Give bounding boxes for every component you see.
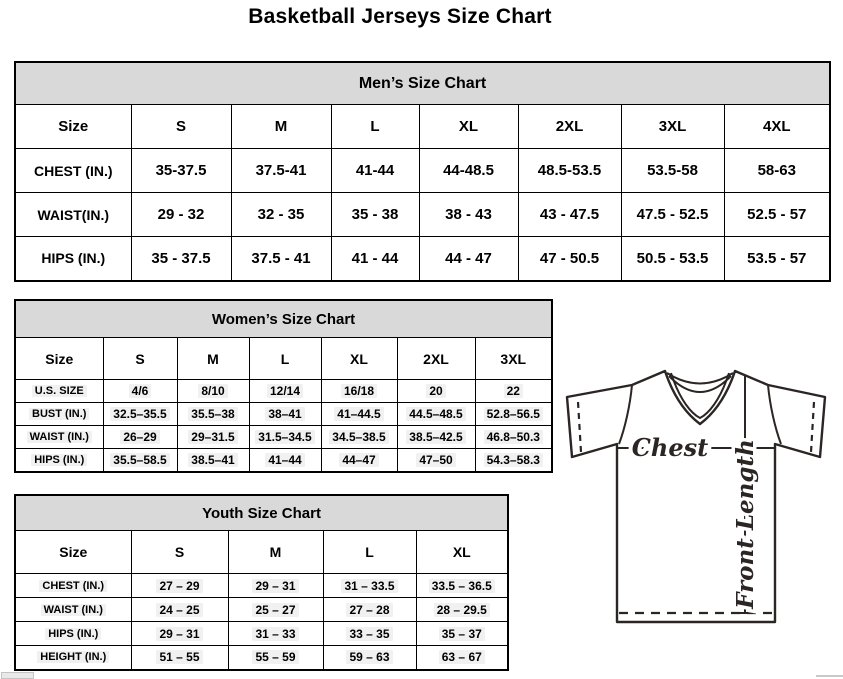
- value-cell: [249, 403, 321, 426]
- value-text: 22: [504, 384, 523, 398]
- value-text: 38.5–41: [188, 453, 237, 467]
- value-cell: 52.5 - 57: [724, 193, 830, 237]
- youth-size-table: [14, 494, 509, 671]
- value-text: 52.8–56.5: [484, 407, 543, 421]
- column-header-cell: M: [231, 105, 331, 149]
- value-cell: 48.5-53.5: [518, 149, 621, 193]
- value-text: 59 – 63: [346, 650, 392, 664]
- value-text: 29–31.5: [188, 430, 237, 444]
- value-text: 38–41: [265, 407, 304, 421]
- value-text: CHEST (IN.): [39, 580, 107, 592]
- row-label-cell: CHEST (IN.): [15, 149, 131, 193]
- value-cell: 47 - 50.5: [518, 237, 621, 281]
- value-cell: [321, 449, 397, 472]
- value-text: WAIST (IN.): [27, 431, 92, 443]
- table-row: [15, 449, 552, 472]
- value-cell: [131, 646, 228, 670]
- value-text: 32.5–35.5: [110, 407, 169, 421]
- value-cell: [249, 426, 321, 449]
- womens-size-table: [14, 299, 553, 473]
- value-text: 55 – 59: [252, 650, 298, 664]
- table-title-row: [15, 300, 552, 338]
- value-cell: 58-63: [724, 149, 830, 193]
- column-header-cell: XL: [416, 531, 508, 574]
- table-row: [15, 193, 830, 237]
- corner-artifact-right: [816, 675, 843, 677]
- value-cell: [416, 646, 508, 670]
- corner-artifact-left: [1, 672, 34, 679]
- column-header-cell: 2XL: [397, 338, 475, 380]
- value-text: 35.5–58.5: [110, 453, 169, 467]
- table-row: [15, 426, 552, 449]
- value-cell: [131, 598, 228, 622]
- value-cell: [475, 380, 552, 403]
- value-cell: [103, 403, 177, 426]
- row-label-cell: [15, 598, 131, 622]
- value-text: 41–44: [265, 453, 304, 467]
- row-label-cell: HIPS (IN.): [15, 237, 131, 281]
- value-cell: 41-44: [331, 149, 419, 193]
- value-cell: 35-37.5: [131, 149, 231, 193]
- value-text: 44–47: [339, 453, 378, 467]
- value-text: 35.5–38: [188, 407, 237, 421]
- value-cell: [397, 426, 475, 449]
- value-cell: [416, 598, 508, 622]
- value-cell: [321, 380, 397, 403]
- value-cell: [249, 449, 321, 472]
- value-cell: [323, 646, 416, 670]
- value-cell: 44-48.5: [419, 149, 518, 193]
- value-cell: 32 - 35: [231, 193, 331, 237]
- front-length-label: Front Length: [732, 439, 759, 609]
- value-cell: [475, 449, 552, 472]
- jersey-outline: [567, 371, 825, 622]
- value-text: 41–44.5: [334, 407, 383, 421]
- value-cell: 43 - 47.5: [518, 193, 621, 237]
- value-text: 20: [426, 384, 445, 398]
- value-cell: [397, 403, 475, 426]
- value-text: U.S. SIZE: [32, 385, 87, 397]
- table-row: [15, 237, 830, 281]
- value-cell: [103, 449, 177, 472]
- value-text: 51 – 55: [156, 650, 202, 664]
- value-text: 25 – 27: [252, 603, 298, 617]
- column-header-row: [15, 531, 508, 574]
- value-text: 31 – 33.5: [341, 579, 397, 593]
- column-header-cell: XL: [419, 105, 518, 149]
- value-cell: [475, 426, 552, 449]
- value-text: 33.5 – 36.5: [429, 579, 495, 593]
- value-text: WAIST (IN.): [41, 604, 106, 616]
- row-label-cell: [15, 574, 131, 598]
- value-text: 29 – 31: [252, 579, 298, 593]
- table-row: [15, 149, 830, 193]
- value-cell: [228, 598, 323, 622]
- value-cell: [321, 403, 397, 426]
- value-text: 63 – 67: [439, 650, 485, 664]
- value-cell: [397, 449, 475, 472]
- size-label-cell: Size: [15, 531, 131, 574]
- table-row: [15, 574, 508, 598]
- value-cell: [249, 380, 321, 403]
- value-cell: 44 - 47: [419, 237, 518, 281]
- value-cell: 38 - 43: [419, 193, 518, 237]
- value-text: 27 – 28: [346, 603, 392, 617]
- value-text: HEIGHT (IN.): [37, 651, 109, 663]
- column-header-cell: S: [131, 531, 228, 574]
- row-label-cell: [15, 622, 131, 646]
- column-header-cell: S: [103, 338, 177, 380]
- youth-table-title: Youth Size Chart: [15, 495, 508, 531]
- value-cell: 47.5 - 52.5: [621, 193, 724, 237]
- table-title-row: [15, 62, 830, 105]
- chest-label: Chest: [631, 433, 709, 462]
- value-cell: [228, 646, 323, 670]
- value-text: 34.5–38.5: [329, 430, 388, 444]
- value-text: 26–29: [120, 430, 159, 444]
- value-cell: 29 - 32: [131, 193, 231, 237]
- table-row: [15, 646, 508, 670]
- value-cell: 53.5 - 57: [724, 237, 830, 281]
- value-text: 29 – 31: [156, 627, 202, 641]
- value-cell: [321, 426, 397, 449]
- value-cell: [177, 426, 249, 449]
- value-cell: [323, 622, 416, 646]
- row-label-cell: WAIST(IN.): [15, 193, 131, 237]
- value-cell: [131, 574, 228, 598]
- value-text: 12/14: [267, 384, 303, 398]
- value-text: 8/10: [198, 384, 227, 398]
- value-text: 33 – 35: [346, 627, 392, 641]
- mens-size-table: [14, 61, 831, 282]
- value-cell: 53.5-58: [621, 149, 724, 193]
- value-text: 38.5–42.5: [406, 430, 465, 444]
- value-cell: 37.5 - 41: [231, 237, 331, 281]
- table-row: [15, 622, 508, 646]
- row-label-cell: [15, 646, 131, 670]
- column-header-cell: 3XL: [475, 338, 552, 380]
- table-row: [15, 403, 552, 426]
- value-cell: 35 - 38: [331, 193, 419, 237]
- row-label-cell: [15, 426, 103, 449]
- column-header-cell: L: [331, 105, 419, 149]
- value-text: 24 – 25: [156, 603, 202, 617]
- column-header-cell: L: [249, 338, 321, 380]
- value-cell: [416, 574, 508, 598]
- row-label-cell: [15, 449, 103, 472]
- value-text: 54.3–58.3: [484, 453, 543, 467]
- value-cell: [228, 622, 323, 646]
- value-cell: [323, 574, 416, 598]
- column-header-cell: 3XL: [621, 105, 724, 149]
- mens-table-title: Men’s Size Chart: [15, 62, 830, 105]
- table-row: [15, 598, 508, 622]
- table-title-row: [15, 495, 508, 531]
- value-cell: [103, 426, 177, 449]
- row-label-cell: [15, 403, 103, 426]
- value-cell: 35 - 37.5: [131, 237, 231, 281]
- value-cell: [416, 622, 508, 646]
- table-row: [15, 380, 552, 403]
- value-text: BUST (IN.): [29, 408, 89, 420]
- value-cell: [177, 449, 249, 472]
- value-text: 31.5–34.5: [255, 430, 314, 444]
- value-text: 44.5–48.5: [406, 407, 465, 421]
- column-header-row: [15, 105, 830, 149]
- value-cell: [177, 380, 249, 403]
- value-cell: 37.5-41: [231, 149, 331, 193]
- value-text: 4/6: [129, 384, 152, 398]
- value-text: HIPS (IN.): [45, 628, 101, 640]
- column-header-row: [15, 338, 552, 380]
- row-label-cell: [15, 380, 103, 403]
- size-label-cell: Size: [15, 338, 103, 380]
- jersey-diagram: [558, 352, 843, 644]
- column-header-cell: 4XL: [724, 105, 830, 149]
- value-text: 27 – 29: [156, 579, 202, 593]
- value-cell: [475, 403, 552, 426]
- value-cell: [177, 403, 249, 426]
- value-text: 16/18: [341, 384, 377, 398]
- value-cell: [397, 380, 475, 403]
- column-header-cell: S: [131, 105, 231, 149]
- value-text: HIPS (IN.): [31, 454, 87, 466]
- value-cell: [228, 574, 323, 598]
- value-text: 31 – 33: [252, 627, 298, 641]
- column-header-cell: M: [228, 531, 323, 574]
- value-text: 46.8–50.3: [484, 430, 543, 444]
- value-text: 28 – 29.5: [434, 603, 490, 617]
- womens-table-title: Women’s Size Chart: [15, 300, 552, 338]
- value-cell: [131, 622, 228, 646]
- size-label-cell: Size: [15, 105, 131, 149]
- page-title: Basketball Jerseys Size Chart: [248, 5, 552, 28]
- column-header-cell: L: [323, 531, 416, 574]
- column-header-cell: XL: [321, 338, 397, 380]
- value-cell: 41 - 44: [331, 237, 419, 281]
- value-cell: [103, 380, 177, 403]
- value-cell: [323, 598, 416, 622]
- value-text: 35 – 37: [439, 627, 485, 641]
- column-header-cell: M: [177, 338, 249, 380]
- value-text: 47–50: [416, 453, 455, 467]
- column-header-cell: 2XL: [518, 105, 621, 149]
- value-cell: 50.5 - 53.5: [621, 237, 724, 281]
